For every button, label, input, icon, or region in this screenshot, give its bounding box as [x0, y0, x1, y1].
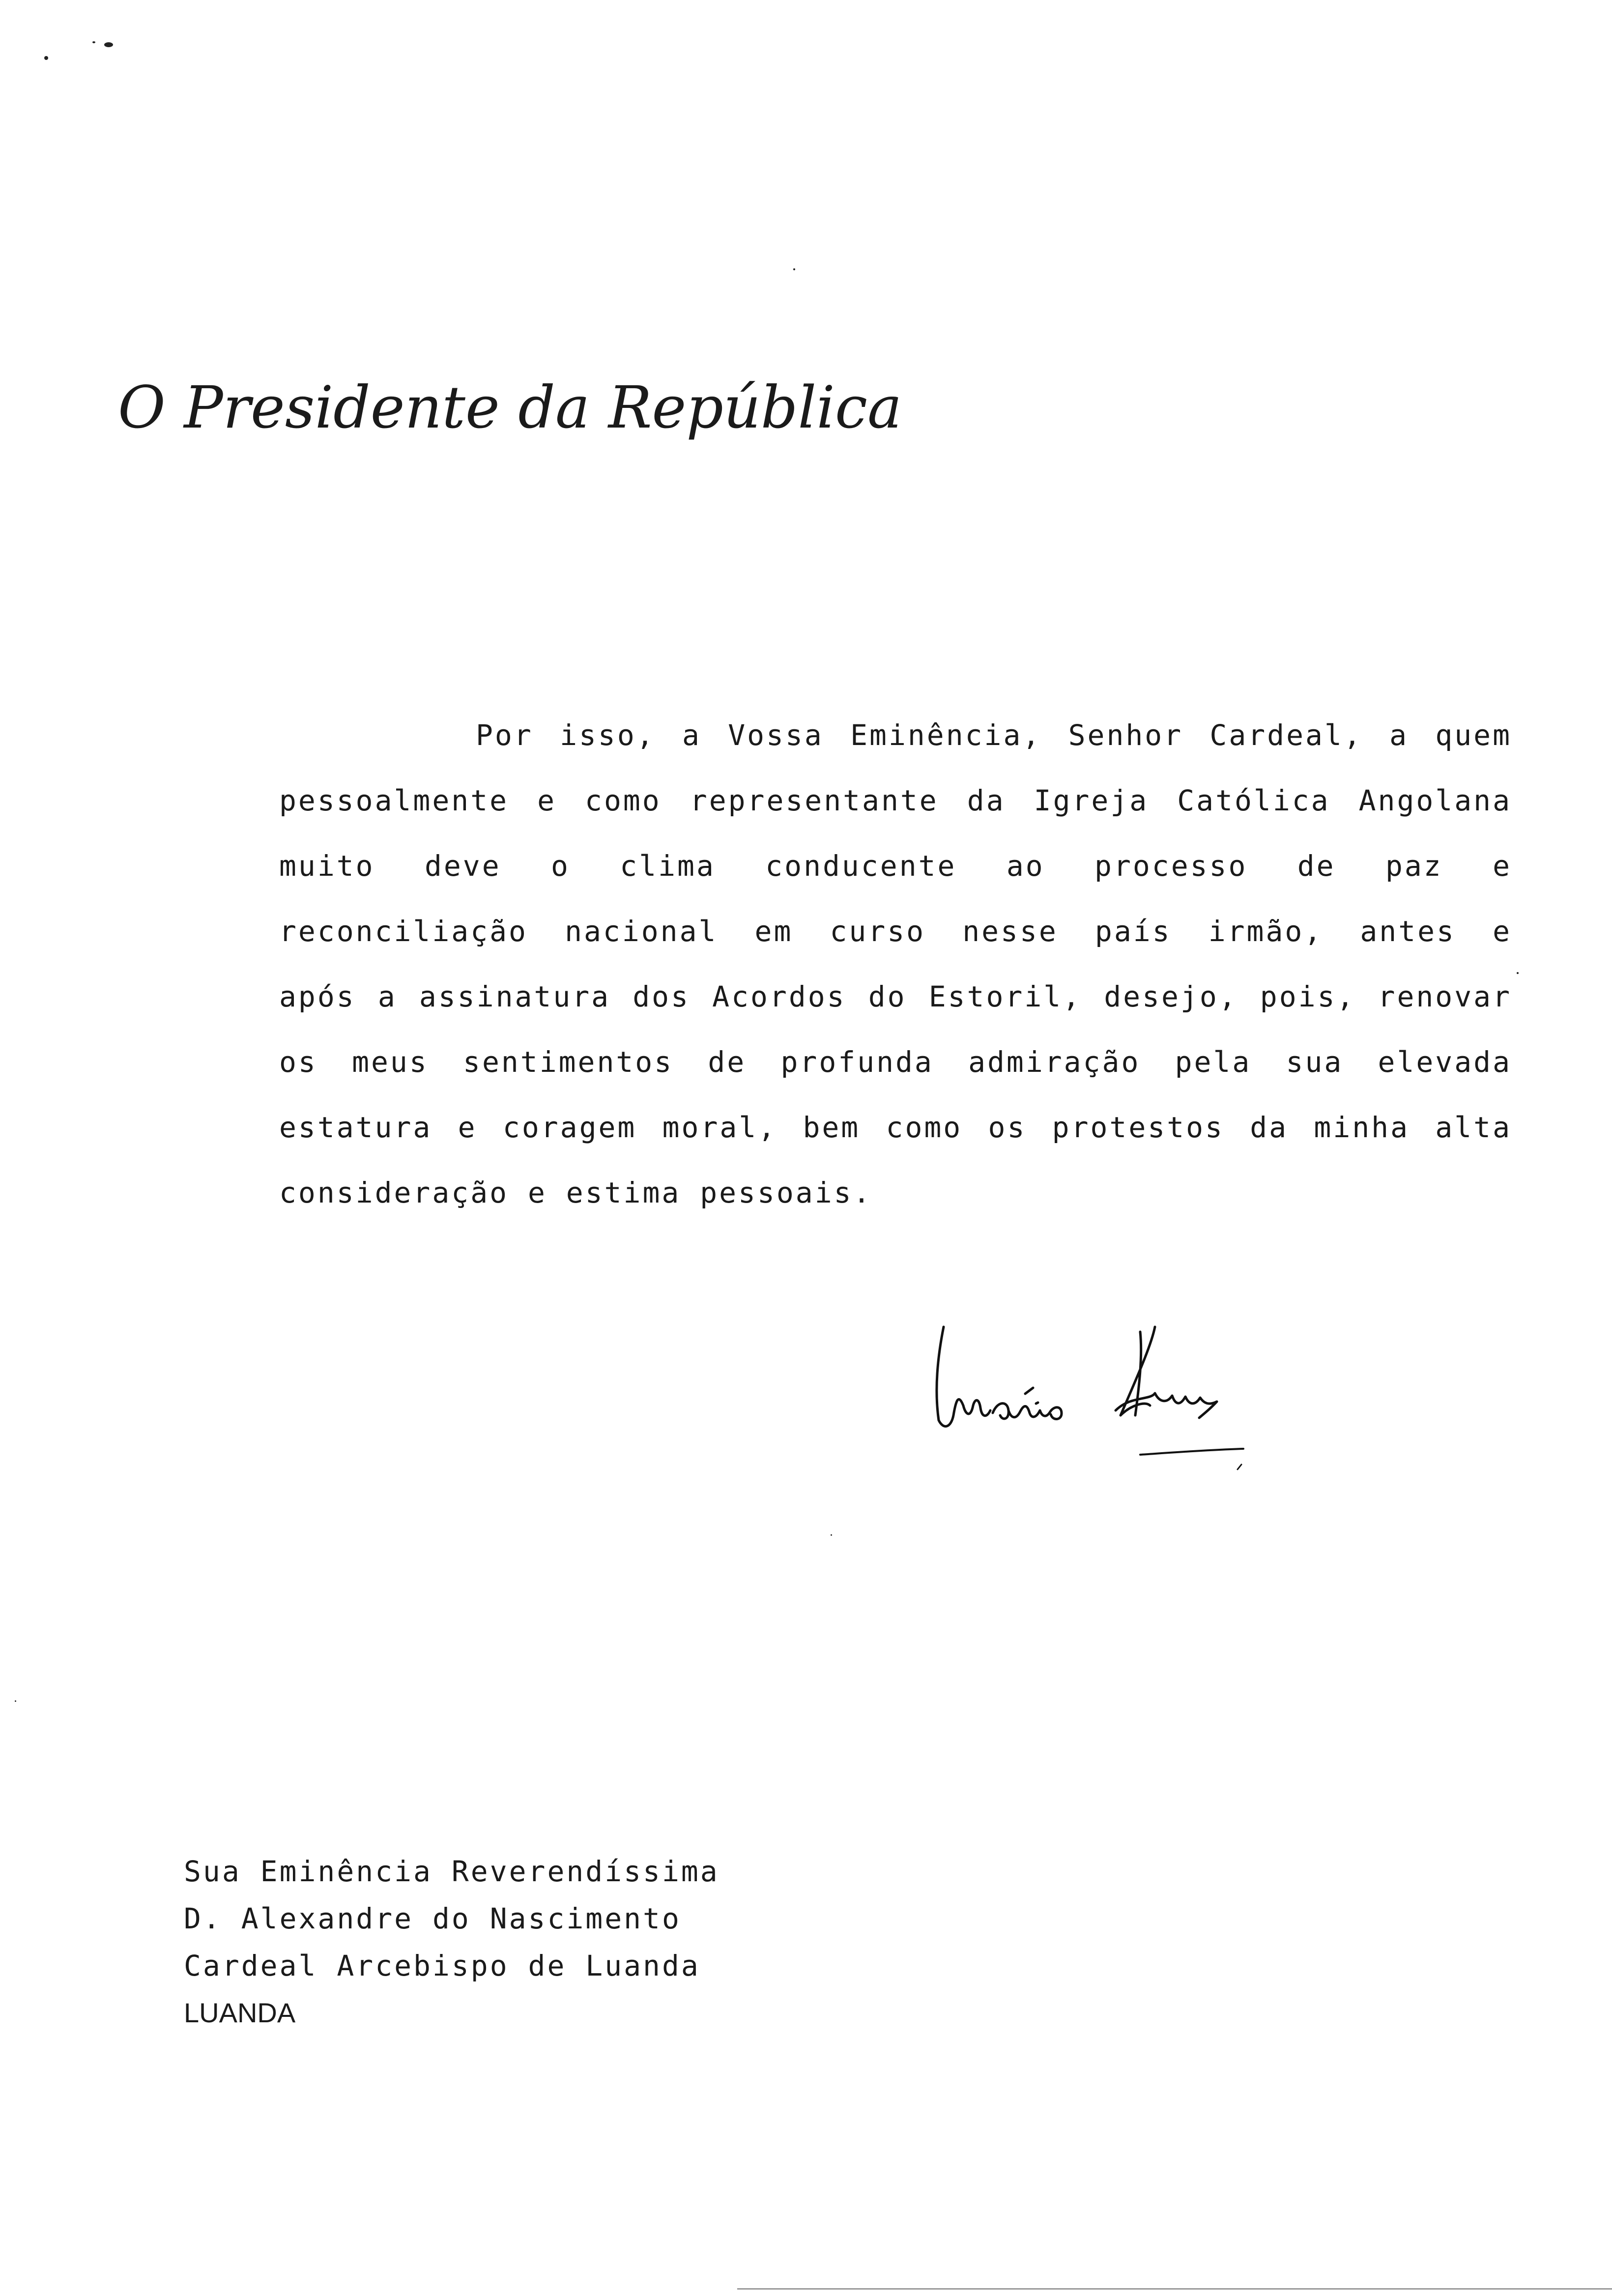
letterhead-text: O Presidente da República	[118, 373, 902, 441]
body-line: estatura e coragem moral, bem como os protestos da minha alta	[279, 1111, 1512, 1144]
scan-speck	[104, 42, 113, 47]
recipient-address	[184, 1848, 921, 2037]
scan-speck	[44, 56, 48, 60]
recipient-line: Cardeal Arcebispo de Luanda	[184, 1949, 700, 1982]
letter-body	[279, 703, 1512, 1226]
recipient-city: LUANDA	[184, 1997, 296, 2028]
body-line: reconciliação nacional em curso nesse país irmão, antes e	[279, 915, 1512, 948]
recipient-line: D. Alexandre do Nascimento	[184, 1902, 681, 1935]
body-line: Por isso, a Vossa Eminência, Senhor Cardeal, a quem	[476, 718, 1512, 752]
body-line: consideração e estima pessoais.	[279, 1176, 872, 1209]
scan-speck	[831, 1534, 832, 1536]
body-line: após a assinatura dos Acordos do Estoril, desejo, pois, renovar	[279, 980, 1512, 1013]
body-line: muito deve o clima conducente ao processo de paz e	[279, 849, 1512, 883]
scan-speck	[15, 1700, 16, 1702]
recipient-line: Sua Eminência Reverendíssima	[184, 1855, 720, 1888]
body-line: os meus sentimentos de profunda admiração pela sua elevada	[279, 1045, 1512, 1079]
scan-speck	[92, 41, 95, 43]
body-line: pessoalmente e como representante da Igreja Católica Angolana	[279, 784, 1512, 817]
letterhead	[118, 373, 902, 447]
handwritten-signature	[924, 1307, 1268, 1484]
scan-speck	[1517, 972, 1519, 974]
scan-speck	[793, 268, 795, 270]
bottom-edge-rule	[737, 2288, 1612, 2290]
